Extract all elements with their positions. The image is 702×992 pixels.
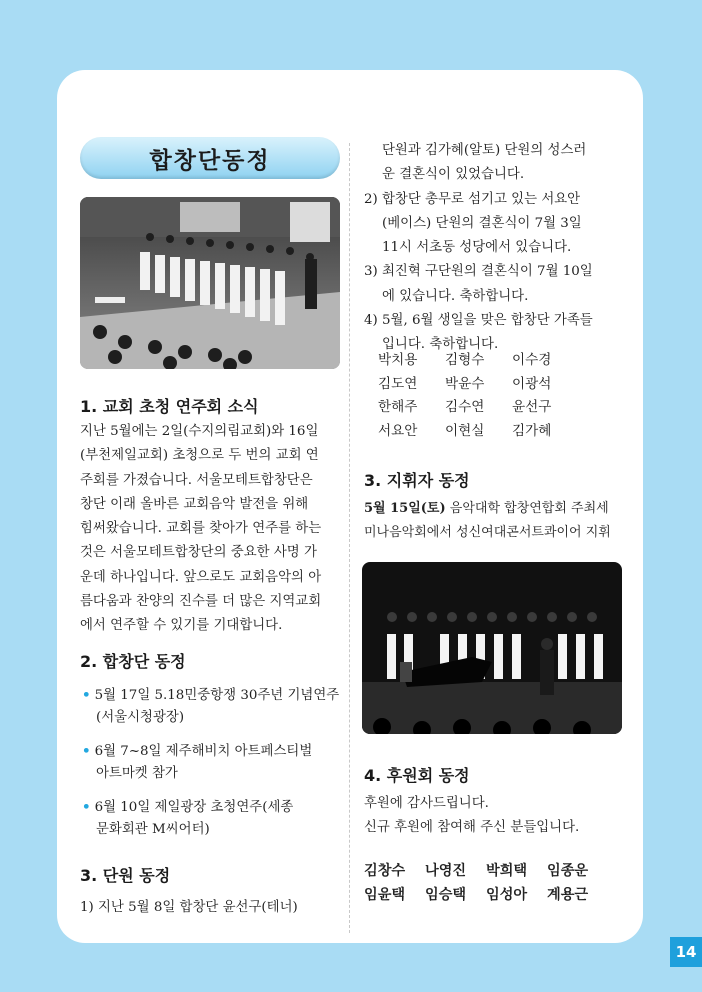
heading-support-news: 4. 후원회 동정 — [364, 766, 470, 785]
item-text: 5월 17일 5.18민중항쟁 30주년 기념연주 — [94, 688, 340, 703]
name: 박희택 — [486, 863, 528, 879]
heading-conductor-news: 3. 지휘자 동정 — [364, 471, 470, 490]
text-line: 미나음악회에서 성신여대콘서트콰이어 지휘 — [364, 525, 611, 541]
name-row — [378, 373, 579, 397]
name: 한해주 — [378, 399, 418, 415]
text-line: 운 결혼식이 있었습니다. — [382, 167, 525, 183]
name: 박윤수 — [445, 375, 485, 392]
item-text: 아트마켓 참가 — [96, 766, 178, 781]
text-line: (부천제일교회) 초청으로 두 번의 교회 연 — [80, 448, 319, 464]
name: 임윤택 — [364, 887, 406, 903]
item-text: 6월 10일 제일광장 초청연주(세종 — [94, 800, 294, 815]
conductor-news-text — [364, 497, 611, 546]
bullet-icon: • — [82, 799, 91, 815]
event-date: 5월 15일(토) — [364, 501, 446, 516]
page-number: 14 — [670, 937, 702, 967]
text-line: 2) 합창단 총무로 섬기고 있는 서요안 — [364, 191, 581, 207]
text-line: 운데 하나입니다. 앞으로도 교회음악의 아 — [80, 569, 322, 585]
name: 김형수 — [445, 352, 485, 368]
name: 박치용 — [378, 352, 418, 368]
text-line: (베이스) 단원의 결혼식이 7월 3일 — [382, 215, 582, 231]
name-row — [378, 420, 579, 444]
text-line: 지난 5월에는 2일(수지의림교회)와 16일 — [80, 424, 319, 439]
text-line: 4) 5월, 6월 생일을 맞은 합창단 가족들 — [364, 313, 593, 329]
church-concerts-text — [80, 420, 321, 639]
name-row — [364, 883, 608, 907]
item-text: 6월 7~8일 제주해비치 아트페스티벌 — [94, 744, 313, 759]
text-line: 신규 후원에 참여해 주신 분들입니다. — [364, 820, 580, 836]
name-row — [378, 396, 579, 420]
text-line: 것은 서울모테트합창단의 중요한 사명 가 — [80, 545, 317, 561]
support-news-text — [364, 792, 579, 841]
text-line: 3) 최진혁 구단원의 결혼식이 7월 10일 — [364, 264, 593, 280]
name-row — [364, 859, 608, 883]
text-line: 단원과 김가혜(알토) 단원의 성스러 — [382, 143, 587, 158]
stage-choir-photo — [362, 562, 622, 734]
sponsor-names — [364, 859, 608, 907]
name: 임종운 — [547, 863, 589, 879]
name: 나영진 — [425, 863, 467, 879]
name: 이광석 — [512, 375, 552, 392]
name: 서요안 — [378, 422, 418, 439]
name: 김수연 — [445, 399, 485, 415]
name: 김창수 — [364, 863, 406, 879]
name: 김도연 — [378, 375, 418, 392]
name: 임승택 — [425, 887, 467, 903]
text-line: 후원에 감사드립니다. — [364, 796, 489, 811]
name: 이현실 — [445, 422, 485, 439]
heading-member-news: 3. 단원 동정 — [80, 866, 171, 885]
name: 윤선구 — [512, 399, 552, 415]
text-line: 힘써왔습니다. 교회를 찾아가 연주를 하는 — [80, 521, 322, 537]
list-item — [82, 740, 312, 785]
text-line: 음악대학 합창연합회 주최세 — [445, 501, 609, 516]
name: 이수경 — [512, 352, 552, 368]
heading-choir-news: 2. 합창단 동정 — [80, 652, 186, 671]
church-choir-photo — [80, 197, 340, 369]
text-line: 에 있습니다. 축하합니다. — [382, 288, 529, 304]
bullet-icon: • — [82, 743, 91, 759]
bullet-icon: • — [82, 687, 91, 703]
text-line: 창단 이래 올바른 교회음악 발전을 위해 — [80, 496, 309, 512]
item-text: (서울시청광장) — [96, 710, 185, 725]
member-news-continued — [364, 139, 593, 358]
column-divider — [349, 143, 350, 933]
name: 계용근 — [547, 887, 589, 903]
birthday-names — [378, 349, 579, 443]
text-line: 름다움과 찬양의 진수를 더 많은 지역교회 — [80, 594, 322, 610]
text-line: 에서 연주할 수 있기를 기대합니다. — [80, 618, 283, 634]
text-line: 11시 서초동 성당에서 있습니다. — [382, 240, 572, 256]
text-line: 주회를 가졌습니다. 서울모테트합창단은 — [80, 472, 313, 488]
section-title: 합창단동정 — [80, 137, 340, 179]
name: 임성아 — [486, 887, 528, 903]
name: 김가혜 — [512, 422, 552, 439]
list-item — [82, 684, 339, 729]
name-row — [378, 349, 579, 373]
member-news-text: 1) 지난 5월 8일 합창단 윤선구(테너) — [80, 900, 298, 915]
item-text: 문화회관 M씨어터) — [96, 822, 210, 837]
heading-church-concerts: 1. 교회 초청 연주회 소식 — [80, 397, 259, 416]
list-item — [82, 796, 293, 841]
text-line: 입니다. 축하합니다. — [382, 337, 499, 353]
